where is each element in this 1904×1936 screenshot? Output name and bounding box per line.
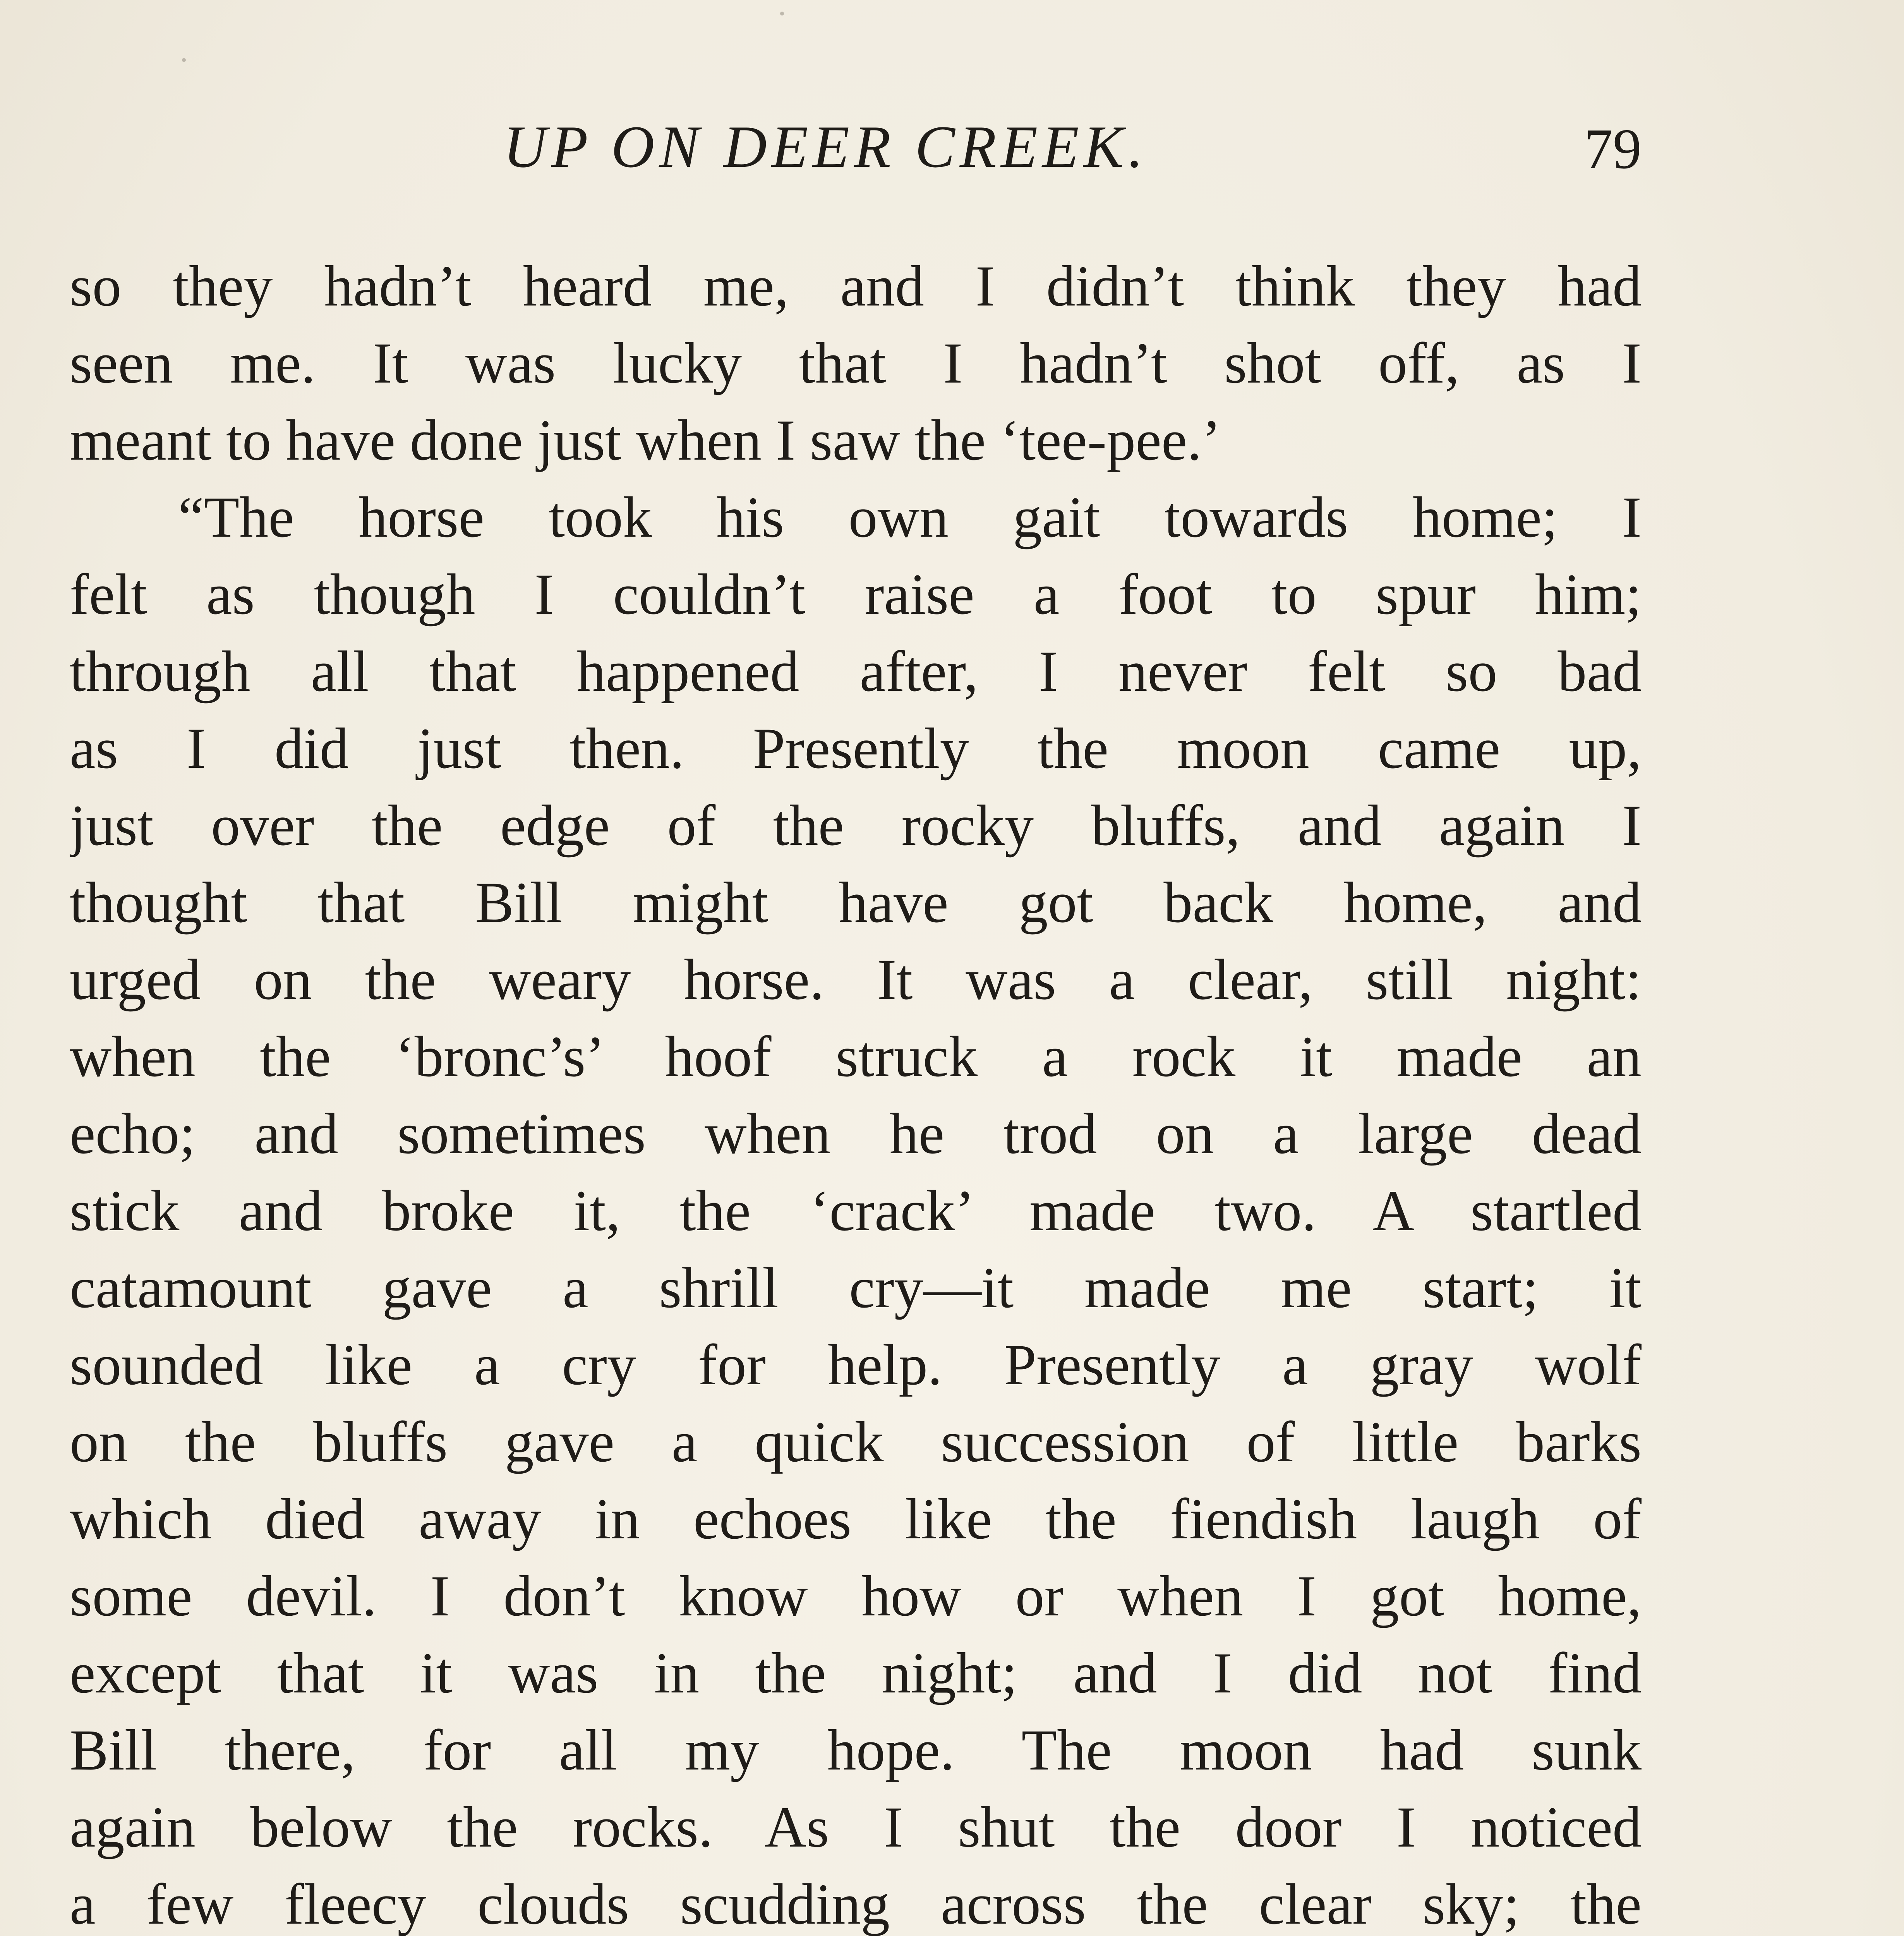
text-line: catamount gave a shrill cry—it made me start; it: [70, 1256, 1642, 1320]
text-line: as I did just then. Presently the moon came up,: [70, 716, 1642, 781]
text-line: urged on the weary horse. It was a clear, still night:: [70, 947, 1642, 1012]
text-line: echo; and sometimes when he trod on a large dead: [70, 1102, 1642, 1166]
text-line: so they hadn’t heard me, and I didn’t think they had: [70, 254, 1642, 318]
text-line: some devil. I don’t know how or when I got home,: [70, 1564, 1642, 1628]
text-line: thought that Bill might have got back home, and: [70, 870, 1642, 935]
paper-speck: [182, 58, 186, 62]
text-line: when the ‘bronc’s’ hoof struck a rock it made an: [70, 1025, 1642, 1089]
running-head: UP ON DEER CREEK.: [503, 113, 1148, 180]
text-line: sounded like a cry for help. Presently a gray wolf: [70, 1333, 1642, 1397]
text-line: through all that happened after, I never felt so bad: [70, 639, 1642, 704]
text-line: on the bluffs gave a quick succession of little barks: [70, 1410, 1642, 1474]
text-line: just over the edge of the rocky bluffs, and again I: [70, 793, 1642, 858]
text-line: stick and broke it, the ‘crack’ made two. A startled: [70, 1179, 1642, 1243]
text-line: again below the rocks. As I shut the door I noticed: [70, 1795, 1642, 1859]
text-line: “The horse took his own gait towards home; I: [178, 485, 1642, 549]
text-line: Bill there, for all my hope. The moon had sunk: [70, 1718, 1642, 1782]
text-line: felt as though I couldn’t raise a foot to spur him;: [70, 562, 1642, 626]
text-line: a few fleecy clouds scudding across the clear sky; the: [70, 1872, 1642, 1936]
page-number: 79: [1584, 117, 1642, 181]
text-line: which died away in echoes like the fiendish laugh of: [70, 1487, 1642, 1551]
text-line: meant to have done just when I saw the ‘tee-pee.’: [70, 408, 1221, 472]
text-line: seen me. It was lucky that I hadn’t shot off, as I: [70, 331, 1642, 395]
text-line: except that it was in the night; and I did not find: [70, 1641, 1642, 1705]
text-body: [70, 248, 1642, 1936]
page-header: [70, 112, 1642, 201]
paper-speck: [780, 12, 784, 15]
